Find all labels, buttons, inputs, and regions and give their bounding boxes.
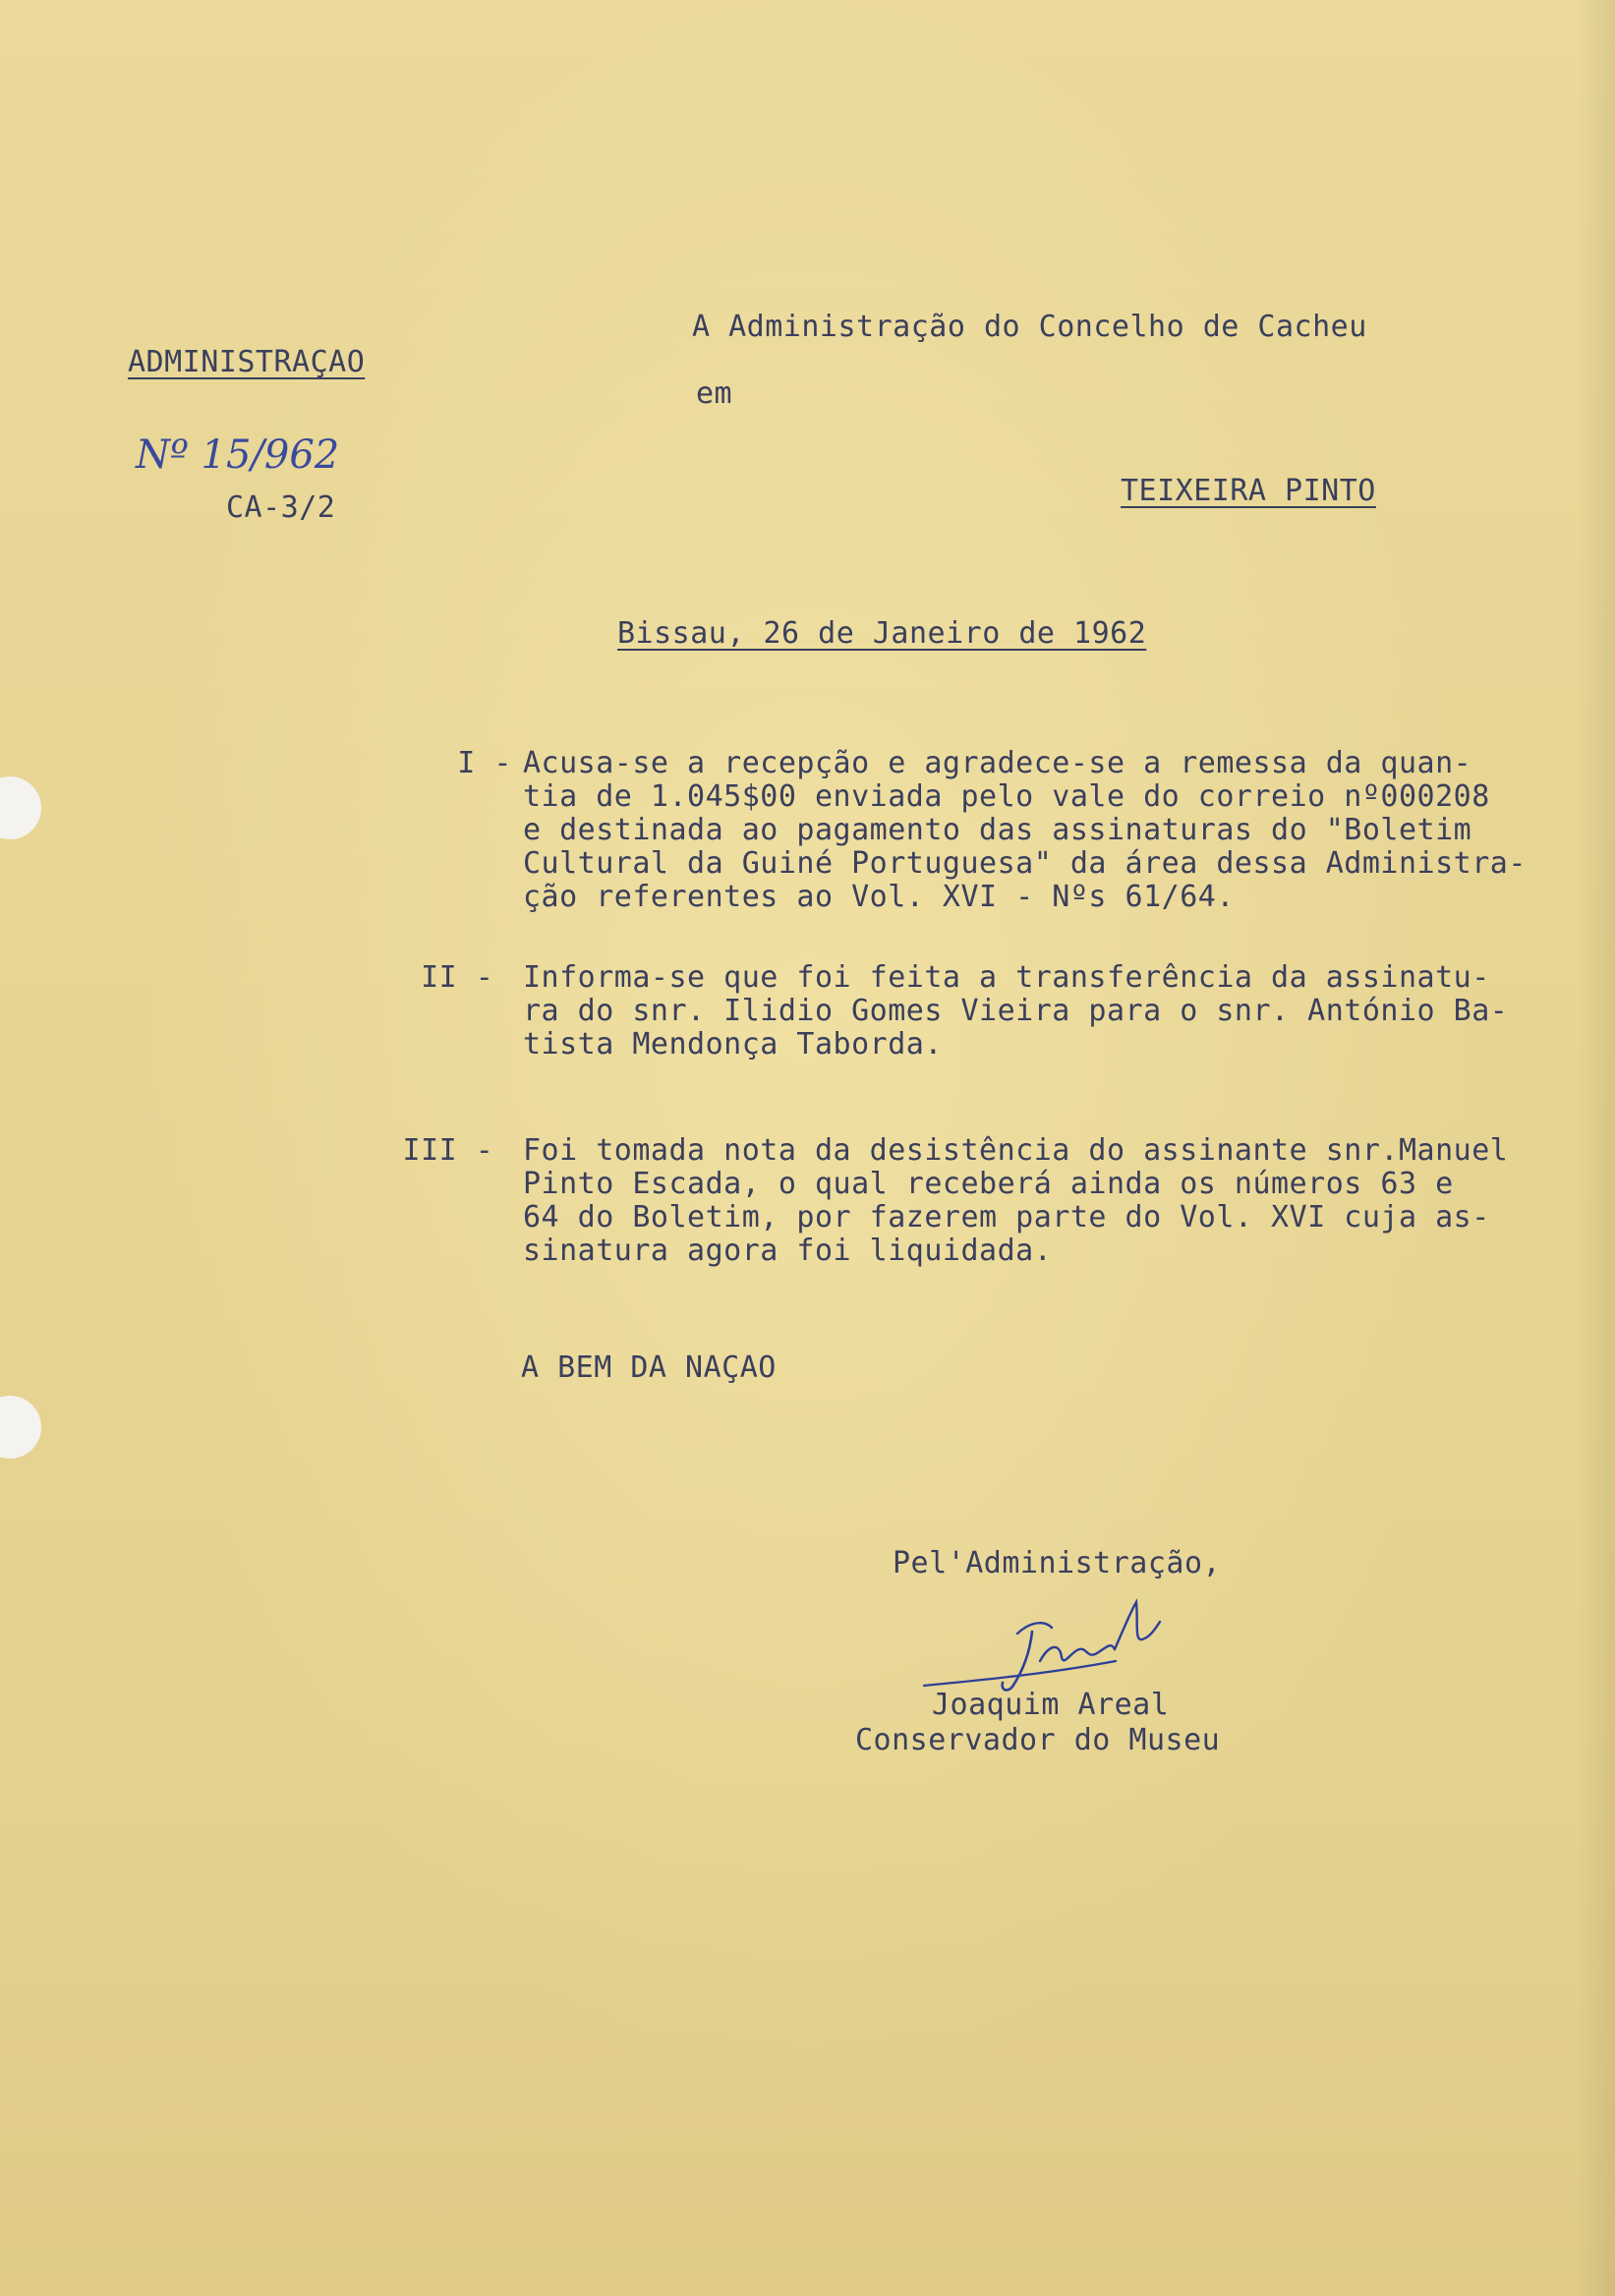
paragraph-2-line-2: ra do snr. Ilidio Gomes Vieira para o snr. António Ba- <box>523 994 1509 1028</box>
paragraph-2 <box>421 960 1509 1062</box>
paragraph-2-line-3: tista Mendonça Taborda. <box>523 1027 943 1062</box>
paragraph-3-line-3: 64 do Boletim, por fazerem parte do Vol. XVI cuja as- <box>523 1200 1490 1234</box>
paragraph-1-line-2: tia de 1.045$00 enviada pelo vale do correio nº000208 <box>523 779 1490 814</box>
date-line: Bissau, 26 de Janeiro de 1962 <box>617 616 1147 651</box>
paragraph-1-number: I - <box>457 746 512 780</box>
paragraph-3-line-2: Pinto Escada, o qual receberá ainda os números 63 e <box>523 1167 1454 1201</box>
handwritten-signature <box>914 1592 1209 1700</box>
paragraph-1-line-3: e destinada ao pagamento das assinaturas do "Boletim <box>523 813 1472 847</box>
department-heading: ADMINISTRAÇAO <box>128 345 366 379</box>
recipient-line-1: A Administração do Concelho de Cacheu <box>692 310 1367 344</box>
handwritten-reference-number: Nº 15/962 <box>136 432 340 478</box>
punch-hole-bottom <box>0 1396 41 1459</box>
paragraph-3 <box>402 1133 1509 1268</box>
paragraph-1-line-1: Acusa-se a recepção e agradece-se a remessa da quan- <box>523 746 1472 780</box>
closing-formula: A BEM DA NAÇAO <box>521 1350 777 1385</box>
paragraph-1-line-5: ção referentes ao Vol. XVI - Nºs 61/64. <box>523 880 1235 914</box>
paragraph-1 <box>457 746 1527 914</box>
paragraph-3-number: III - <box>402 1133 494 1168</box>
reference-code: CA-3/2 <box>226 490 336 525</box>
paragraph-3-line-1: Foi tomada nota da desistência do assinante snr.Manuel <box>523 1133 1509 1168</box>
paragraph-1-line-4: Cultural da Guiné Portuguesa" da área dessa Administra- <box>523 846 1527 881</box>
page-edge-shadow <box>1576 0 1615 2296</box>
punch-hole-top <box>0 776 41 839</box>
paragraph-2-number: II - <box>421 960 494 995</box>
recipient-line-3: TEIXEIRA PINTO <box>1121 474 1376 508</box>
paragraph-2-line-1: Informa-se que foi feita a transferência da assinatu- <box>523 960 1490 995</box>
signatory-title: Conservador do Museu <box>855 1723 1221 1757</box>
signature-salutation: Pel'Administração, <box>893 1546 1222 1580</box>
paragraph-3-line-4: sinatura agora foi liquidada. <box>523 1234 1053 1268</box>
recipient-line-2: em <box>696 376 733 411</box>
signatory-name: Joaquim Areal <box>932 1688 1170 1722</box>
